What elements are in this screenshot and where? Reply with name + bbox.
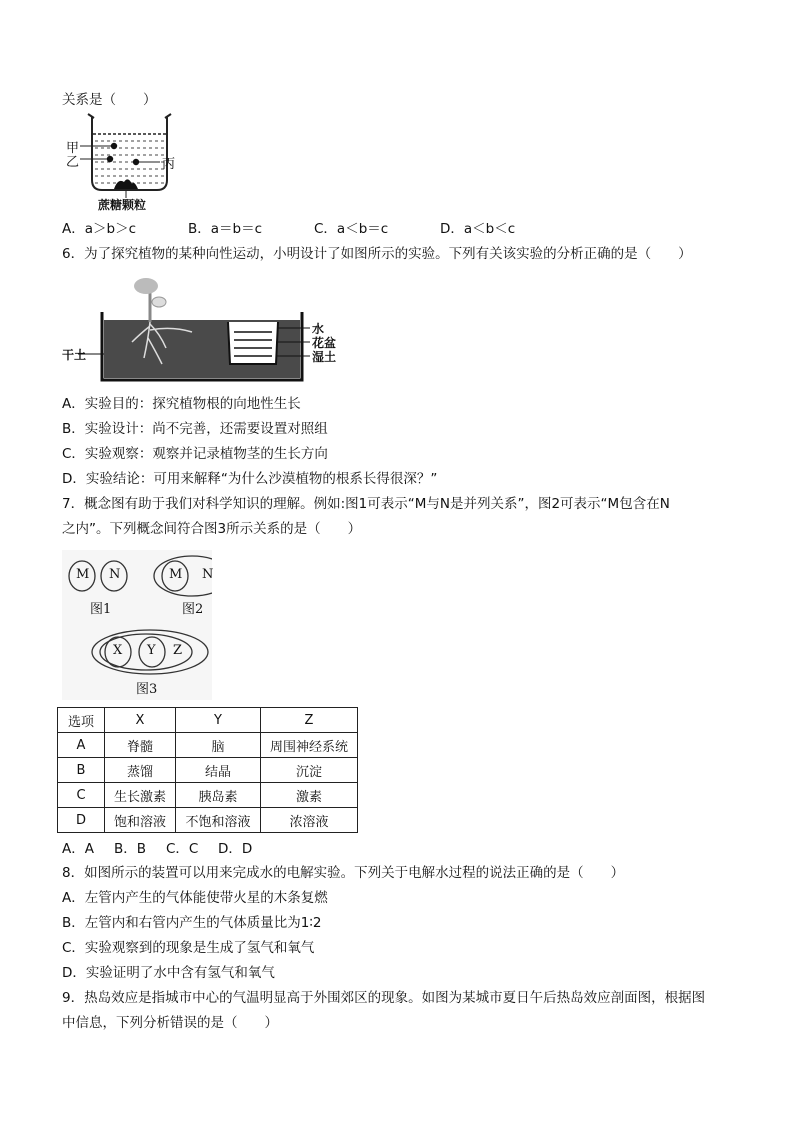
q9-stem-line2: 中信息，下列分析错误的是（ ）: [62, 1015, 278, 1031]
table-cell: 浓溶液: [261, 808, 358, 833]
label-dry-soil: 干土: [62, 348, 87, 362]
q8-option-b[interactable]: B．左管内和右管内产生的气体质量比为1∶2: [62, 915, 322, 931]
label-water: 水: [312, 322, 325, 336]
label-wet-soil: 湿土: [312, 350, 337, 364]
q7-option-a[interactable]: A．A: [62, 841, 94, 857]
q5-option-d[interactable]: D．a＜b＜c: [440, 221, 516, 237]
table-cell: 脊髓: [105, 733, 176, 758]
q6-option-d[interactable]: D．实验结论：可用来解释“为什么沙漠植物的根系长得很深？”: [62, 471, 438, 487]
table-row: [58, 808, 358, 833]
fig3-y: Y: [147, 643, 156, 658]
table-cell: 胰岛素: [176, 783, 261, 808]
q8-option-c[interactable]: C．实验观察到的现象是生成了氢气和氧气: [62, 940, 315, 956]
q7-stem-line1: 7．概念图有助于我们对科学知识的理解。例如:图1可表示“M与N是并列关系”，图2可表示“M包含在N: [62, 496, 670, 512]
q5-options: [62, 220, 515, 238]
table-header-cell: X: [105, 708, 176, 733]
q6-option-b[interactable]: B．实验设计：尚不完善，还需要设置对照组: [62, 421, 328, 437]
q7-option-d[interactable]: D．D: [218, 841, 253, 857]
label-jia: 甲: [66, 141, 80, 156]
table-cell: C: [58, 783, 105, 808]
table-cell: 激素: [261, 783, 358, 808]
table-row: [58, 783, 358, 808]
plant-experiment-figure: [62, 268, 352, 386]
fig2-m: M: [169, 567, 183, 582]
beaker-figure: [62, 110, 182, 212]
q7-option-c[interactable]: C．C: [166, 841, 199, 857]
table-header-cell: Y: [176, 708, 261, 733]
table-row: [58, 733, 358, 758]
table-row: [58, 758, 358, 783]
label-pot: 花盆: [312, 336, 337, 350]
label-bing: 丙: [162, 157, 176, 172]
table-cell: D: [58, 808, 105, 833]
q8-option-a[interactable]: A．左管内产生的气体能使带火星的木条复燃: [62, 890, 328, 906]
fig2-n: N: [202, 567, 214, 582]
fig3-x: X: [113, 643, 123, 658]
table-header-row: [58, 708, 358, 733]
q7-options-table: [57, 707, 358, 833]
concept-diagram-figure: [62, 550, 212, 700]
q5-option-b[interactable]: B．a＝b＝c: [188, 221, 263, 237]
q5-option-a[interactable]: A．a＞b＞c: [62, 221, 136, 237]
q5-stem: 关系是（ ）: [62, 92, 157, 108]
q5-option-c[interactable]: C．a＜b＝c: [314, 221, 389, 237]
table-cell: A: [58, 733, 105, 758]
q7-stem-line2: 之内”。下列概念间符合图3所示关系的是（ ）: [62, 521, 362, 537]
table-cell: 周围神经系统: [261, 733, 358, 758]
fig1-caption: 图1: [90, 602, 112, 617]
table-cell: 脑: [176, 733, 261, 758]
fig3-caption: 图3: [136, 682, 158, 697]
table-cell: B: [58, 758, 105, 783]
table-cell: 不饱和溶液: [176, 808, 261, 833]
table-cell: 生长激素: [105, 783, 176, 808]
fig3-z: Z: [173, 643, 183, 658]
q7-options: [62, 840, 252, 858]
fig2-caption: 图2: [182, 602, 204, 617]
table-cell: 蒸馏: [105, 758, 176, 783]
q8-stem: 8．如图所示的装置可以用来完成水的电解实验。下列关于电解水过程的说法正确的是（ ）: [62, 865, 625, 881]
fig1-m: M: [76, 567, 90, 582]
table-header-cell: Z: [261, 708, 358, 733]
q9-stem-line1: 9．热岛效应是指城市中心的气温明显高于外围郊区的现象。如图为某城市夏日午后热岛效应剖面图，根据图: [62, 990, 706, 1006]
q6-stem: 6．为了探究植物的某种向性运动，小明设计了如图所示的实验。下列有关该实验的分析正确的是（ ）: [62, 246, 692, 262]
label-sugar: 蔗糖颗粒: [98, 198, 147, 212]
table-header-cell: 选项: [58, 708, 105, 733]
label-yi: 乙: [66, 155, 80, 170]
table-cell: 沉淀: [261, 758, 358, 783]
q8-option-d[interactable]: D．实验证明了水中含有氢气和氧气: [62, 965, 275, 981]
q6-option-a[interactable]: A．实验目的：探究植物根的向地性生长: [62, 396, 301, 412]
table-cell: 结晶: [176, 758, 261, 783]
table-cell: 饱和溶液: [105, 808, 176, 833]
q7-option-b[interactable]: B．B: [114, 841, 147, 857]
fig1-n: N: [109, 567, 121, 582]
q6-option-c[interactable]: C．实验观察：观察并记录植物茎的生长方向: [62, 446, 328, 462]
